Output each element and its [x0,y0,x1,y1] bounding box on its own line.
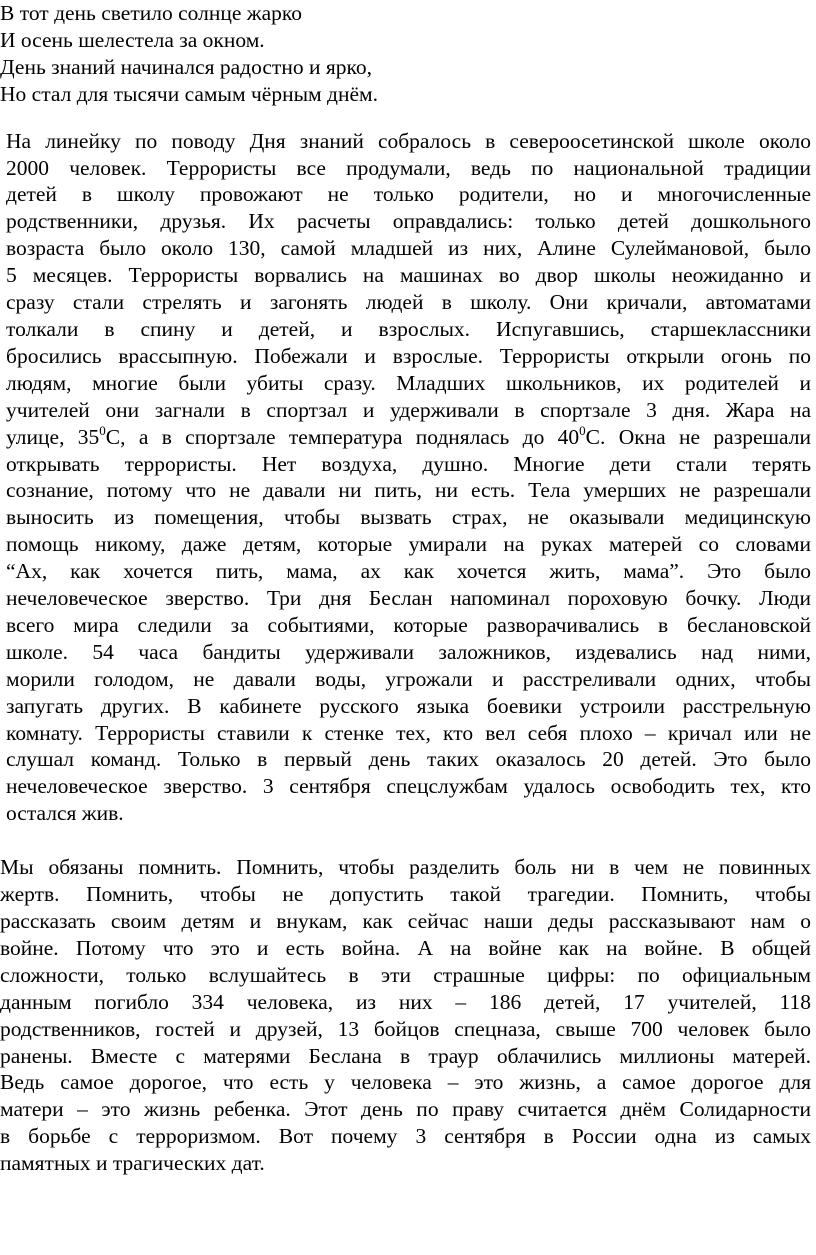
text-line: толкали в спину и детей, и взрослых. Испугавшись, старшеклассники [6,316,811,341]
text-line: родственники, друзья. Их расчеты оправдались: только детей дошкольного [6,209,811,234]
text-line: родственников, гостей и друзей, 13 бойцов спецназа, свыше 700 человек было [0,1016,811,1041]
temperature-text-middle: С, а в спортзале температура поднялась до 40 [105,424,580,449]
text-line: выносить из помещения, чтобы вызвать страх, не оказывали медицинскую [6,505,811,530]
text-line: сознание, потому что не давали ни пить, ни есть. Тела умерших не разрешали [6,478,811,503]
text-line: нечеловеческое зверство. 3 сентября спецслужбам удалось освободить тех, кто [6,774,811,799]
temperature-text-after: С. Окна не разрешали [585,424,812,449]
text-line: 5 месяцев. Террористы ворвались на машинах во двор школы неожиданно и [6,263,811,288]
text-line: открывать террористы. Нет воздуха, душно. Многие дети стали терять [6,451,811,476]
text-line: запугать других. В кабинете русского языка боевики устроили расстрельную [6,693,811,718]
text-line: всего мира следили за событиями, которые разворачивались в беслановской [6,612,811,637]
text-line: ранены. Вместе с матерями Беслана в траур облачились миллионы матерей. [0,1043,811,1068]
text-line: На линейку по поводу Дня знаний собралось в североосетинской школе около [6,128,811,153]
text-line: памятных и трагических дат. [0,1151,265,1176]
text-line: войне. Потому что это и есть война. А на войне как на войне. В общей [0,935,811,960]
temperature-text-before: улице, 35 [6,424,100,449]
text-line: остался жив. [6,801,124,826]
text-line: нечеловеческое зверство. Три дня Беслан напоминал пороховую бочку. Люди [6,586,811,611]
paragraph-beslan-events [0,128,811,828]
poem-stanza [0,0,811,108]
text-line: возраста было около 130, самой младшей из них, Алине Сулеймановой, было [6,236,811,261]
text-line: матери – это жизнь ребенка. Этот день по праву считается днём Солидарности [0,1097,811,1122]
text-line: Ведь самое дорогое, что есть у человека – это жизнь, а самое дорогое для [0,1070,811,1095]
text-line: помощь никому, даже детям, которые умирали на руках матерей со словами [6,532,811,557]
text-line: комнату. Террористы ставили к стенке тех, кто вел себя плохо – кричал или не [6,720,811,745]
text-line: данным погибло 334 человека, из них – 186 детей, 17 учителей, 118 [0,989,811,1014]
text-line: жертв. Помнить, чтобы не допустить такой трагедии. Помнить, чтобы [0,882,811,907]
poem-line: В тот день светило солнце жарко [0,1,303,25]
text-line: слушал команд. Только в первый день таких оказалось 20 детей. Это было [6,747,811,772]
text-line: детей в школу провожают не только родители, но и многочисленные [6,182,811,207]
paragraph-remembrance [0,854,811,1177]
text-line: Мы обязаны помнить. Помнить, чтобы разделить боль ни в чем не повинных [0,855,811,880]
text-line: людям, многие были убиты сразу. Младших школьников, их родителей и [6,370,811,395]
poem-line: День знаний начинался радостно и ярко, [0,54,372,79]
text-line: школе. 54 часа бандиты удерживали заложников, издевались над ними, [6,639,811,664]
text-line: “Ах, как хочется пить, мама, ах как хочется жить, мама”. Это было [6,559,811,584]
text-line: бросились врассыпную. Побежали и взрослые. Террористы открыли огонь по [6,343,811,368]
text-line: 2000 человек. Террористы все продумали, ведь по национальной традиции [6,155,811,180]
text-line: рассказать своим детям и внукам, как сейчас наши деды рассказывают нам о [0,909,811,933]
temperature-line [0,424,811,451]
poem-line: Но стал для тысячи самым чёрным днём. [0,81,378,106]
degree-superscript: 0 [99,422,106,438]
text-line: в борьбе с терроризмом. Вот почему 3 сентября в России одна из самых [0,1124,811,1149]
text-line: сразу стали стрелять и загонять людей в школу. Они кричали, автоматами [6,290,811,315]
text-line: морили голодом, не давали воды, угрожали и расстреливали одних, чтобы [6,666,811,691]
text-line: учителей они загнали в спортзал и удерживали в спортзале 3 дня. Жара на [6,397,811,422]
degree-superscript: 0 [579,422,586,438]
text-line: сложности, только вслушайтесь в эти страшные цифры: по официальным [0,962,811,987]
poem-line: И осень шелестела за окном. [0,27,265,52]
